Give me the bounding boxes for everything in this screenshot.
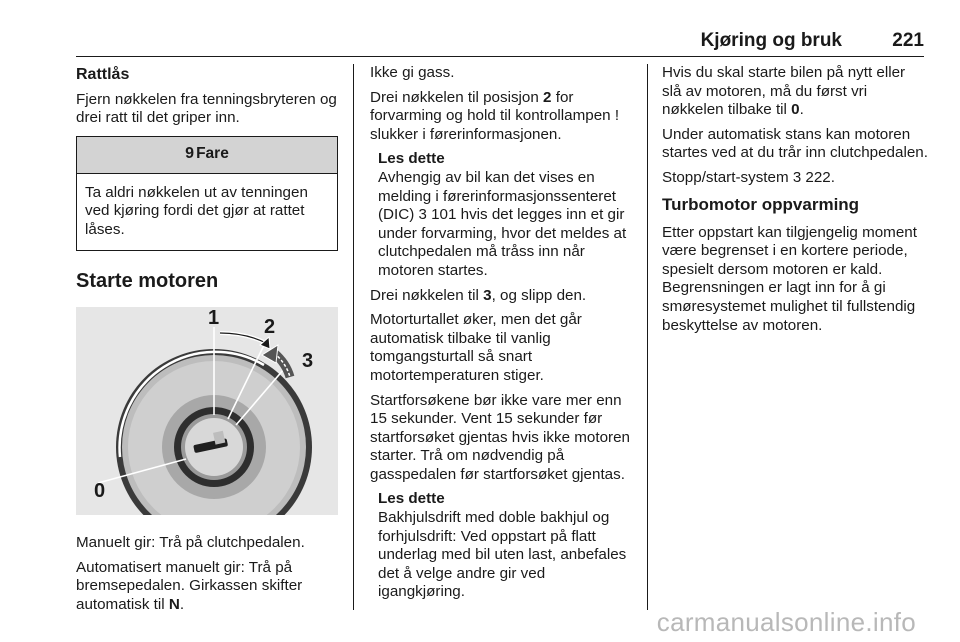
note-block <box>370 150 634 280</box>
paragraph: Ikke gi gass. <box>370 64 455 81</box>
paragraph: Hvis du skal starte bilen på nytt eller slå av motoren, må du først vri nøkkelen tilbake til 0. <box>662 64 906 119</box>
paragraph: Drei nøkkelen til posisjon 2 for forvarming og hold til kontrollampen ! slukker i førerinformasjonen. <box>370 88 619 143</box>
ignition-switch-figure <box>76 307 338 515</box>
column-divider <box>353 64 354 610</box>
paragraph: Startforsøkene bør ikke vare mer enn 15 sekunder. Vent 15 sekunder før startforsøket gjentas hvis ikke motoren starter. Trå om nødvendig på gasspedalen før startforsøket gjentas. <box>370 391 630 483</box>
figure-label-2: 2 <box>264 315 276 338</box>
chapter-title: Kjøring og bruk <box>700 30 842 51</box>
paragraph: Etter oppstart kan tilgjengelig moment være begrenset i en kortere periode, spesielt dersom motoren er kald. Begrensningen er lagt inn for å gi smøresystemet mulighet til fullstendig beskyttelse av motoren. <box>662 223 917 334</box>
column-right <box>662 64 928 341</box>
column-divider <box>647 64 648 610</box>
warning-body <box>77 174 337 250</box>
page-header <box>76 26 924 57</box>
paragraph: Stopp/start-system 3 222. <box>662 168 835 186</box>
note-block <box>370 490 634 602</box>
page-ref-icon: 3 <box>418 206 427 224</box>
note-title: Les dette <box>378 150 445 168</box>
note-text: Avhengig av bil kan det vises en melding i førerinformasjonssenteret (DIC) 3 101 hvis det legges inn et gir under forvarming, hvor det meldes at clutchpedalen må tråss inn når motoren startes. <box>378 168 627 279</box>
watermark: carmanualsonline.info <box>656 607 916 637</box>
preheat-lamp-icon: ! <box>614 107 619 125</box>
paragraph: Under automatisk stans kan motoren startes ved at du trår inn clutchpedalen. <box>662 125 928 162</box>
paragraph: Automatisert manuelt gir: Trå på bremsepedalen. Girkassen skifter automatisk til N. <box>76 558 303 613</box>
figure-label-3: 3 <box>302 349 314 372</box>
paragraph: Motorturtallet øker, men det går automatisk tilbake til vanlig tomgangsturtall så snart motortemperaturen stiger. <box>370 311 582 384</box>
warning-icon: 9 <box>185 145 195 163</box>
page-ref-icon: 3 <box>792 168 802 186</box>
section-heading-turbo: Turbomotor oppvarming <box>662 194 860 214</box>
column-left <box>76 64 338 621</box>
warning-label: Fare <box>196 145 229 163</box>
section-heading-rattlas: Rattlås <box>76 66 130 83</box>
section-heading-starte-motoren: Starte motoren <box>76 269 219 292</box>
warning-header <box>77 137 337 174</box>
figure-label-0: 0 <box>94 479 106 502</box>
figure-label-1: 1 <box>208 306 220 329</box>
note-title: Les dette <box>378 490 445 508</box>
paragraph: Manuelt gir: Trå på clutchpedalen. <box>76 534 305 552</box>
column-middle <box>370 64 634 608</box>
paragraph: Fjern nøkkelen fra tenningsbryteren og drei ratt til det griper inn. <box>76 90 337 127</box>
page-number: 221 <box>892 30 924 51</box>
note-text: Bakhjulsdrift med doble bakhjul og forhjulsdrift: Ved oppstart på flatt underlag med bil uten last, anbefales det å velge andre gir ved igangkjøring. <box>378 509 627 601</box>
warning-text: Ta aldri nøkkelen ut av tenningen ved kjøring fordi det gjør at rattet låses. <box>85 183 308 238</box>
paragraph: Drei nøkkelen til 3, og slipp den. <box>370 286 587 304</box>
warning-box <box>76 136 338 251</box>
